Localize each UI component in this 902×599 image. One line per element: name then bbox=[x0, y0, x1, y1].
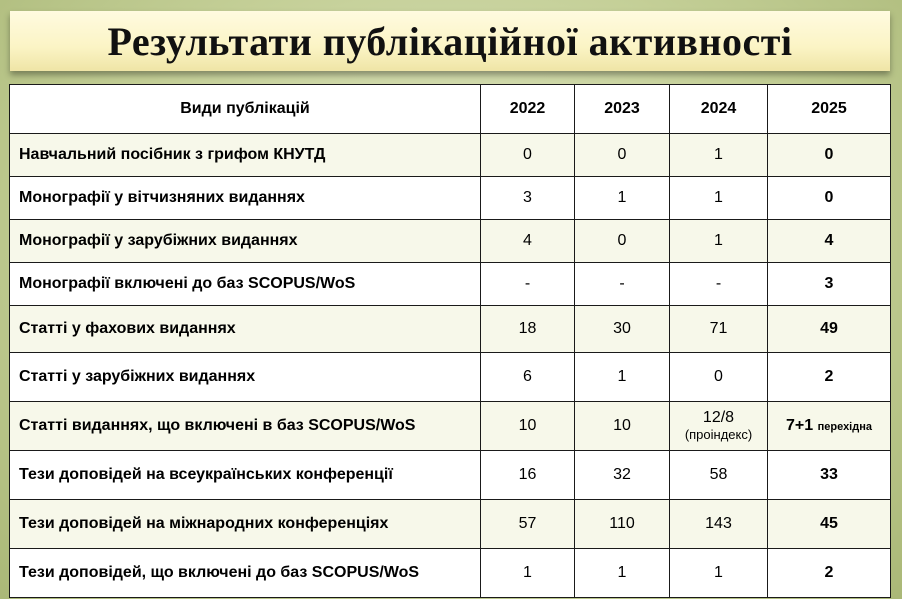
cell-2022: 4 bbox=[481, 220, 575, 263]
cell-2022: 1 bbox=[481, 549, 575, 598]
cell-2025: 2 bbox=[768, 353, 891, 402]
table-row bbox=[10, 306, 891, 353]
cell-2023: 1 bbox=[575, 177, 670, 220]
cell-2025: 3 bbox=[768, 263, 891, 306]
cell-2025: 49 bbox=[768, 306, 891, 353]
row-label: Статті у фахових виданнях bbox=[10, 306, 481, 353]
table-row bbox=[10, 134, 891, 177]
title-banner bbox=[10, 11, 890, 71]
row-label: Статті виданнях, що включені в баз SCOPUS/WoS bbox=[10, 402, 481, 451]
cell-2022: 6 bbox=[481, 353, 575, 402]
cell-2022: 10 bbox=[481, 402, 575, 451]
publications-table bbox=[9, 84, 891, 598]
cell-2025: 4 bbox=[768, 220, 891, 263]
cell-2025 bbox=[768, 402, 891, 451]
cell-2023: 1 bbox=[575, 549, 670, 598]
cell-2023: 1 bbox=[575, 353, 670, 402]
row-label: Статті у зарубіжних виданнях bbox=[10, 353, 481, 402]
table-header-row bbox=[10, 85, 891, 134]
cell-2025-note: перехідна bbox=[817, 421, 872, 433]
table-row bbox=[10, 451, 891, 500]
cell-2024: 1 bbox=[670, 220, 768, 263]
cell-2022: 18 bbox=[481, 306, 575, 353]
cell-2025: 0 bbox=[768, 177, 891, 220]
cell-2022: 0 bbox=[481, 134, 575, 177]
cell-2023: - bbox=[575, 263, 670, 306]
cell-2023: 0 bbox=[575, 220, 670, 263]
cell-2023: 0 bbox=[575, 134, 670, 177]
row-label: Монографії включені до баз SCOPUS/WoS bbox=[10, 263, 481, 306]
cell-2024 bbox=[670, 402, 768, 451]
table-row bbox=[10, 402, 891, 451]
cell-2024: 1 bbox=[670, 134, 768, 177]
cell-2023: 30 bbox=[575, 306, 670, 353]
header-year-2024: 2024 bbox=[670, 85, 768, 134]
cell-2024-note: (проіндекс) bbox=[684, 427, 753, 442]
cell-2024-value: 12/8 bbox=[702, 409, 735, 426]
table-row bbox=[10, 500, 891, 549]
cell-2024: 71 bbox=[670, 306, 768, 353]
table-row bbox=[10, 353, 891, 402]
cell-2024: 1 bbox=[670, 549, 768, 598]
cell-2025: 2 bbox=[768, 549, 891, 598]
row-label: Монографії у вітчизняних виданнях bbox=[10, 177, 481, 220]
cell-2024: 143 bbox=[670, 500, 768, 549]
row-label: Тези доповідей на міжнародних конференціях bbox=[10, 500, 481, 549]
cell-2025-value: 7+1 bbox=[786, 417, 814, 434]
cell-2024: 58 bbox=[670, 451, 768, 500]
cell-2022: - bbox=[481, 263, 575, 306]
cell-2022: 3 bbox=[481, 177, 575, 220]
row-label: Навчальний посібник з грифом КНУТД bbox=[10, 134, 481, 177]
table-row bbox=[10, 220, 891, 263]
cell-2024: 0 bbox=[670, 353, 768, 402]
cell-2025: 45 bbox=[768, 500, 891, 549]
cell-2025: 0 bbox=[768, 134, 891, 177]
cell-2024: - bbox=[670, 263, 768, 306]
cell-2022: 16 bbox=[481, 451, 575, 500]
cell-2023: 10 bbox=[575, 402, 670, 451]
cell-2025: 33 bbox=[768, 451, 891, 500]
cell-2024: 1 bbox=[670, 177, 768, 220]
row-label: Монографії у зарубіжних виданнях bbox=[10, 220, 481, 263]
cell-2023: 32 bbox=[575, 451, 670, 500]
table-row bbox=[10, 549, 891, 598]
table-row bbox=[10, 263, 891, 306]
row-label: Тези доповідей на всеукраїнських конференції bbox=[10, 451, 481, 500]
header-year-2025: 2025 bbox=[768, 85, 891, 134]
table-row bbox=[10, 177, 891, 220]
page-title: Результати публікаційної активності bbox=[107, 18, 793, 64]
cell-2023: 110 bbox=[575, 500, 670, 549]
cell-2022: 57 bbox=[481, 500, 575, 549]
header-year-2023: 2023 bbox=[575, 85, 670, 134]
row-label: Тези доповідей, що включені до баз SCOPUS/WoS bbox=[10, 549, 481, 598]
header-year-2022: 2022 bbox=[481, 85, 575, 134]
header-publication-types: Види публікацій bbox=[10, 85, 481, 134]
